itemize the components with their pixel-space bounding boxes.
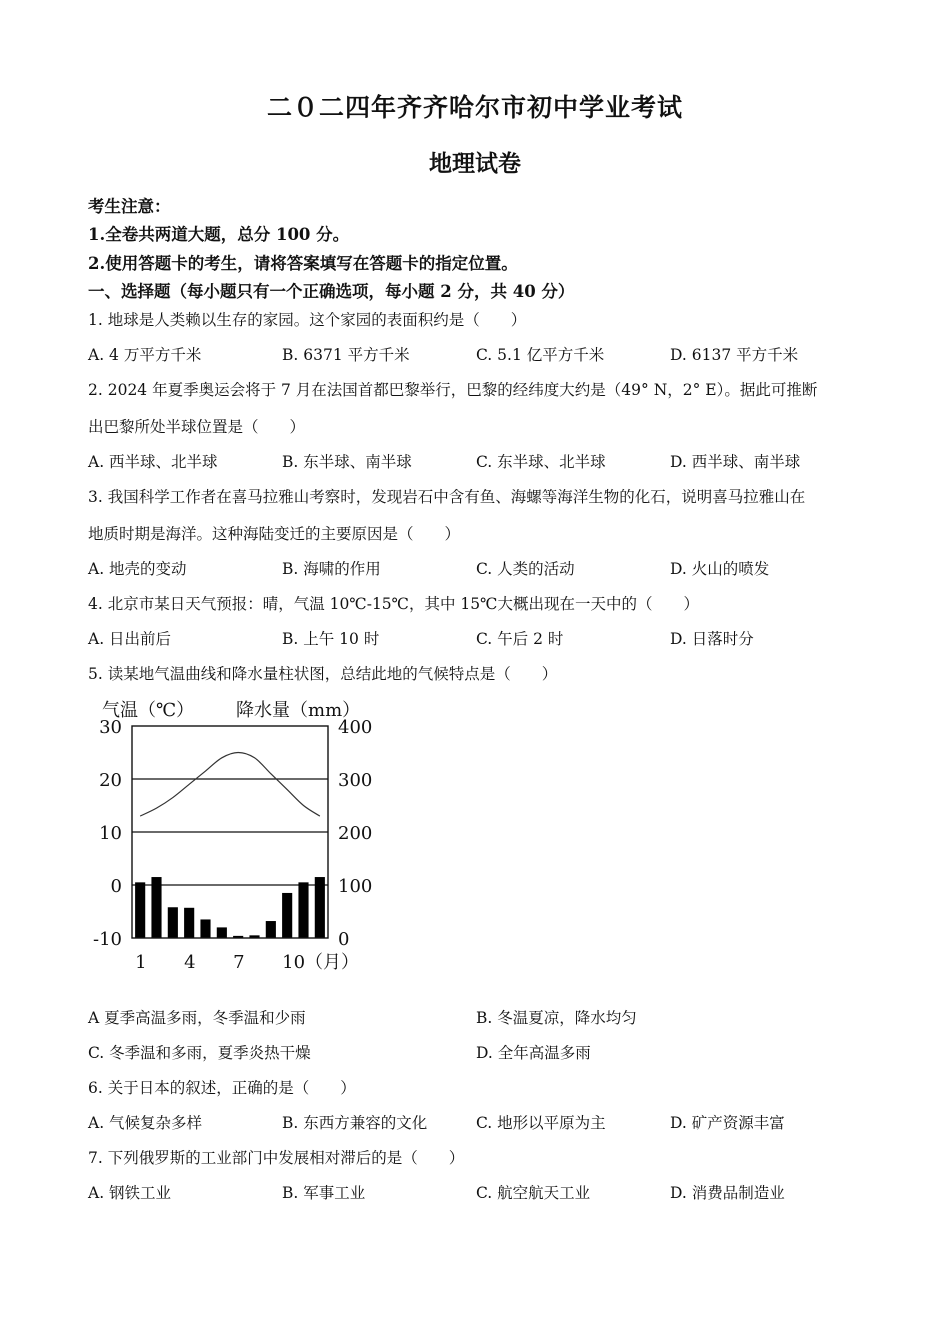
chart-gridlines bbox=[132, 779, 328, 885]
q1-option-d: D. 6137 平方千米 bbox=[670, 346, 799, 364]
q4-option-a: A. 日出前后 bbox=[88, 630, 172, 648]
q7-option-d: D. 消费品制造业 bbox=[670, 1184, 785, 1202]
q5-option-c: C. 冬季温和多雨，夏季炎热干燥 bbox=[88, 1044, 311, 1062]
q1-option-a: A. 4 万平方千米 bbox=[88, 346, 202, 364]
precipitation-bar bbox=[217, 927, 227, 938]
right-tick-label: 300 bbox=[338, 770, 373, 791]
precipitation-bar bbox=[184, 908, 194, 938]
chart-left-axis-label: 气温（℃） bbox=[102, 700, 195, 721]
question-2-line-1: 2. 2024 年夏季奥运会将于 7 月在法国首都巴黎举行，巴黎的经纬度大约是（49° N，2° E）。据此可推断 bbox=[88, 381, 818, 399]
temperature-curve bbox=[140, 753, 320, 817]
precipitation-bar bbox=[266, 921, 276, 938]
q5-option-d: D. 全年高温多雨 bbox=[476, 1044, 591, 1062]
q6-option-b: B. 东西方兼容的文化 bbox=[282, 1114, 428, 1132]
x-tick-label: 7 bbox=[233, 952, 245, 973]
chart-left-ticks bbox=[93, 717, 122, 950]
q2-option-d: D. 西半球、南半球 bbox=[670, 453, 801, 471]
q6-option-d: D. 矿产资源丰富 bbox=[670, 1114, 785, 1132]
question-4: 4. 北京市某日天气预报：晴，气温 10℃-15℃，其中 15℃大概出现在一天中的（ ） bbox=[88, 595, 699, 613]
q7-option-c: C. 航空航天工业 bbox=[476, 1184, 591, 1202]
q5-option-a: A 夏季高温多雨，冬季温和少雨 bbox=[88, 1009, 306, 1027]
q3-option-b: B. 海啸的作用 bbox=[282, 560, 381, 578]
question-1: 1. 地球是人类赖以生存的家园。这个家园的表面积约是（ ） bbox=[88, 311, 527, 329]
question-2-line-2: 出巴黎所处半球位置是（ ） bbox=[88, 418, 306, 436]
question-5: 5. 读某地气温曲线和降水量柱状图，总结此地的气候特点是（ ） bbox=[88, 665, 558, 683]
q4-option-d: D. 日落时分 bbox=[670, 630, 754, 648]
left-tick-label: 20 bbox=[99, 770, 122, 791]
question-3-line-2: 地质时期是海洋。这种海陆变迁的主要原因是（ ） bbox=[88, 525, 461, 543]
question-3-line-1: 3. 我国科学工作者在喜马拉雅山考察时，发现岩石中含有鱼、海螺等海洋生物的化石，说明喜马拉雅山在 bbox=[88, 488, 806, 506]
q1-option-c: C. 5.1 亿平方千米 bbox=[476, 346, 605, 364]
exam-title: 二０二四年齐齐哈尔市初中学业考试 bbox=[266, 93, 683, 122]
right-tick-label: 100 bbox=[338, 876, 373, 897]
precipitation-bars bbox=[135, 877, 325, 938]
question-6: 6. 关于日本的叙述，正确的是（ ） bbox=[88, 1079, 356, 1097]
x-tick-label: 1 bbox=[135, 952, 147, 973]
q4-option-b: B. 上午 10 时 bbox=[282, 630, 380, 648]
precipitation-bar bbox=[200, 919, 210, 938]
q7-option-b: B. 军事工业 bbox=[282, 1184, 366, 1202]
x-tick-label: 10（月） bbox=[282, 952, 360, 973]
q3-option-d: D. 火山的喷发 bbox=[670, 560, 770, 578]
q4-option-c: C. 午后 2 时 bbox=[476, 630, 564, 648]
chart-right-axis-label: 降水量（mm） bbox=[236, 700, 361, 721]
left-tick-label: 30 bbox=[99, 717, 122, 738]
q7-option-a: A. 钢铁工业 bbox=[88, 1184, 172, 1202]
left-tick-label: 0 bbox=[110, 876, 122, 897]
precipitation-bar bbox=[315, 877, 325, 938]
precipitation-bar bbox=[298, 882, 308, 938]
q3-option-c: C. 人类的活动 bbox=[476, 560, 575, 578]
q2-option-b: B. 东半球、南半球 bbox=[282, 453, 412, 471]
notice-heading: 考生注意： bbox=[88, 197, 171, 216]
q2-option-a: A. 西半球、北半球 bbox=[88, 453, 218, 471]
x-tick-label: 4 bbox=[184, 952, 196, 973]
q5-option-b: B. 冬温夏凉，降水均匀 bbox=[476, 1009, 637, 1027]
exam-subtitle: 地理试卷 bbox=[429, 150, 521, 177]
right-tick-label: 400 bbox=[338, 717, 373, 738]
chart-x-ticks bbox=[135, 952, 359, 973]
q6-option-a: A. 气候复杂多样 bbox=[88, 1114, 203, 1132]
notice-item-2: 2.使用答题卡的考生，请将答案填写在答题卡的指定位置。 bbox=[88, 254, 518, 273]
section-heading: 一、选择题（每小题只有一个正确选项，每小题 2 分，共 40 分） bbox=[88, 282, 575, 301]
notice-item-1: 1.全卷共两道大题，总分 100 分。 bbox=[88, 225, 350, 244]
climate-chart bbox=[88, 690, 388, 980]
right-tick-label: 0 bbox=[338, 929, 350, 950]
left-tick-label: 10 bbox=[99, 823, 122, 844]
left-tick-label: -10 bbox=[93, 929, 122, 950]
q2-option-c: C. 东半球、北半球 bbox=[476, 453, 606, 471]
precipitation-bar bbox=[168, 907, 178, 938]
precipitation-bar bbox=[282, 893, 292, 938]
right-tick-label: 200 bbox=[338, 823, 373, 844]
chart-right-ticks bbox=[338, 717, 372, 950]
precipitation-bar bbox=[151, 877, 161, 938]
q1-option-b: B. 6371 平方千米 bbox=[282, 346, 410, 364]
precipitation-bar bbox=[135, 882, 145, 938]
question-7: 7. 下列俄罗斯的工业部门中发展相对滞后的是（ ） bbox=[88, 1149, 465, 1167]
q6-option-c: C. 地形以平原为主 bbox=[476, 1114, 606, 1132]
q3-option-a: A. 地壳的变动 bbox=[88, 560, 187, 578]
